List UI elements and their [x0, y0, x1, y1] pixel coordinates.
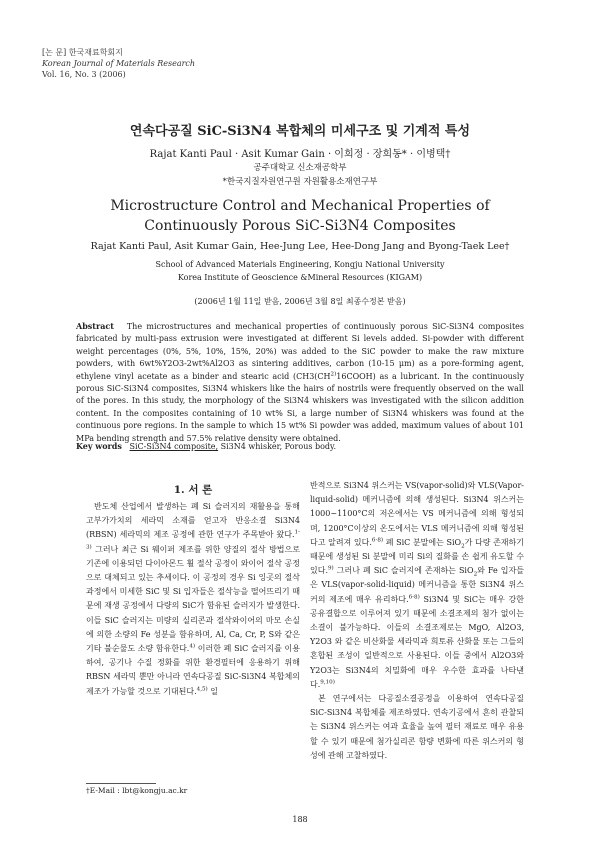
journal-name-ko: [논 문] 한국재료학회지 [42, 48, 123, 57]
journal-header [42, 47, 195, 80]
authors-english: Rajat Kanti Paul, Asit Kumar Gain, Hee-Jung Lee, Hee-Dong Jang and Byong-Taek Lee† [90, 241, 510, 252]
keywords [76, 441, 524, 451]
title-english [0, 196, 600, 236]
abstract-label: Abstract [76, 321, 114, 331]
affiliation-en-1: School of Advanced Materials Engineering, Kongju National University [155, 260, 445, 269]
affiliations-english [0, 258, 600, 284]
abstract-text: The microstructures and mechanical properties of continuously porous SiC-Si3N4 composites fabricated by multi-pass extrusion were investigated at different Si levels added. Si-powder with different weight percentages (0%, 5%, 10%, 15%, 20%) was added to the SiC powder to make the raw mixture powders, with 6wt%Y2O3-2wt%Al2O3 as sintering additives, carbon (10-15 μm) as a pore-forming agent, ethylene vinyl acetate as a binder and stearic acid (CH3(CH$^{2)}$16COOH) as a lubricant. In the continuously porous SiC-Si3N4 composites, Si3N4 whiskers like the hairs of nostrils were frequently observed on the wall of the pores. In this study, the morphology of the Si3N4 whiskers was investigated with the silicon addition content. In the composites containing of 10 wt% Si, a large number of Si3N4 whiskers was found at the continuous pore regions. In the sample to which 15 wt% Si powder was added, maximum values of about 101 MPa bending strength and 57.5% relative density were obtained. [76, 322, 524, 443]
title-en-line-2: Continuously Porous SiC-Si3N4 Composites [144, 218, 456, 234]
affiliation-ko-1: 공주대학교 신소재공학부 [253, 163, 347, 173]
title-korean [0, 120, 600, 139]
section-heading-introduction: 1. 서 론 [173, 484, 213, 496]
paragraph: 반도체 산업에서 발생하는 폐 Si 슬러지의 재활용을 통해 고부가가치의 세라믹 소재를 얻고자 반응소결 Si3N4 (RBSN) 세라믹의 제조 공정에 관한 연구가 주목받아 왔다.$^{1-3)}$ 그러나 최근 Si 웨이퍼 제조를 위한 양질의 절삭 방법으로 기존에 이용되던 다이아몬드 휠 절삭 공정이 와이어 절삭 공정으로 대체되고 있는 추세이다. 이 공정의 경우 Si 잉곳의 절삭 과정에서 미세한 SiC 및 Si 입자들은 절삭능을 떨어뜨리기 때문에 재생 공정에서 다량의 SiC가 함유된 슬러지가 발생한다. 이들 SiC 슬러지는 미량의 실리콘과 절삭와이어의 마모 손실에 의한 소량의 Fe 성분을 함유하며, Al, Ca, Cr, P, S와 같은 기타 불순물도 소량 함유한다.$^{4)}$ 이러한 폐 SiC 슬러지를 이용하여, 공기나 수질 정화를 위한 환경필터에 응용하기 위해 RBSN 세라믹 뿐만 아니라 연속다공질 SiC-Si3N4 복합체의 제조가 가능할 것으로 기대된다.$^{4,5)}$ 일 [86, 502, 300, 696]
title-korean-text: 연속다공질 SiC-Si3N4 복합체의 미세구조 및 기계적 특성 [129, 124, 471, 139]
received-dates: (2006년 1월 11일 받음, 2006년 3월 8일 최종수정본 받음) [194, 297, 406, 306]
footnote-email: †E-Mail : lbt@kongju.ac.kr [86, 786, 188, 795]
paragraph: 반적으로 Si3N4 위스커는 VS(vapor-solid)와 VLS(Vapor-liquid-solid) 메커니즘에 의해 생성된다. Si3N4 위스커는 1000~1100°C의 저온에서는 VS 메커니즘에 의해 형성되며, 1200°C이상의 온도에서는 VLS 메커니즘에 의해 형성된다고 알려져 있다.$^{6-8)}$ 폐 SiC 분말에는 SiO$_2$가 다량 존재하기 때문에 생성된 Si 분말에 미리 Si의 질화를 손 쉽게 유도할 수 있다.$^{9)}$ 그러나 폐 SiC 슬러지에 존재하는 SiO$_2$와 Fe 입자들은 VLS(vapor-solid-liquid) 메커니즘을 통한 Si3N4 위스커의 제조에 매우 유리하다.$^{6-8)}$ Si3N4 및 SiC는 매우 강한 공유결합으로 이루어져 있기 때문에 소결조제의 첨가 없이는 소결이 불가능하다. 이들의 소결조제로는 MgO, Al2O3, Y2O3 와 같은 비산화물 세라믹과 희토류 산화물 또는 그들의 혼합된 조성이 일반적으로 사용된다. 이들 중에서 Al2O3와 Y2O3는 Si3N4의 치밀화에 매우 우수한 효과를 나타낸다.$^{9,10)}$ [310, 481, 524, 689]
keyword-2: Si3N4 whisker, Porous body. [220, 442, 337, 451]
footnote-rule [86, 783, 156, 784]
title-en-line-1: Microstructure Control and Mechanical Properties of [110, 198, 490, 214]
body-column-left [86, 500, 300, 699]
journal-name-en: Korean Journal of Materials Research [42, 59, 196, 68]
paragraph: 본 연구에서는 다공질소결공정을 이용하여 연속다공질 SiC-Si3N4 복합체를 제조하였다. 연속기공에서 흔히 관찰되는 Si3N4 위스커는 여과 효율을 높여 필터 재료로 매우 유용할 수 있기 때문에 첨가실리콘 함량 변화에 따른 위스커의 형성에 관해 고찰하였다. [310, 694, 524, 760]
affiliations-korean [0, 161, 600, 189]
body-column-right [310, 479, 524, 763]
journal-volume: Vol. 16, No. 3 (2006) [42, 70, 126, 79]
affiliation-ko-2: *한국지질자원연구원 자원활용소재연구부 [222, 177, 378, 187]
abstract [76, 320, 524, 445]
page-number: 188 [292, 815, 308, 824]
authors-korean: Rajat Kanti Paul · Asit Kumar Gain · 이희정 · 장희동* · 이병택† [149, 149, 451, 160]
keywords-label: Key words [76, 441, 122, 451]
affiliation-en-2: Korea Institute of Geoscience &Mineral Resources (KIGAM) [177, 273, 423, 282]
keyword-1: SiC-Si3N4 composite, [129, 442, 219, 451]
